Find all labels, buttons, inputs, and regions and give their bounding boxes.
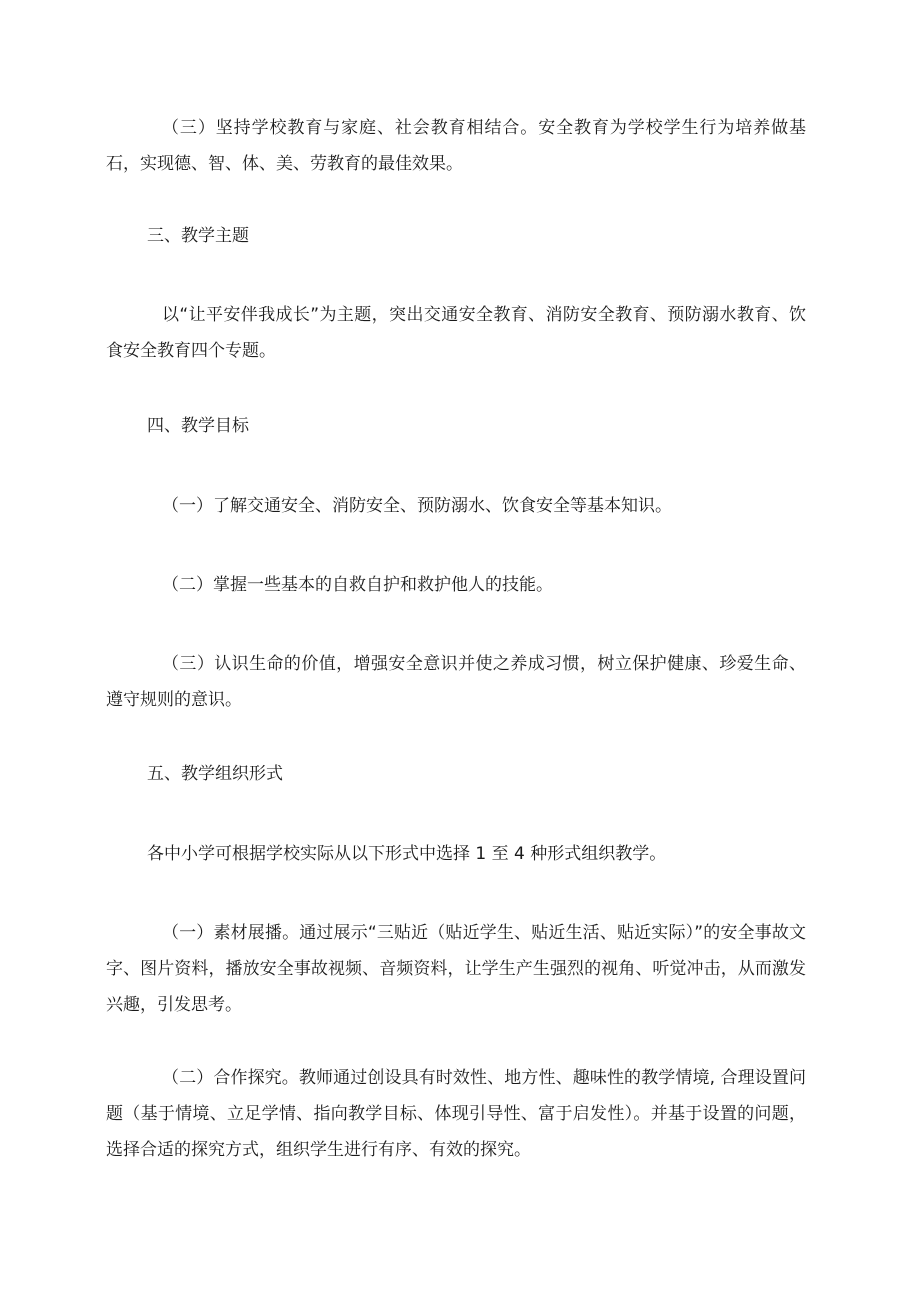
- paragraph-cooperative-inquiry: （二）合作探究。教师通过创设具有时效性、地方性、趣味性的教学情境, 合理设置问题（基于情境、立足学情、指向教学目标、体现引导性、富于启发性）。并基于设置的问题，选择合适的探究方式，组织学生进行有序、有效的探究。: [106, 1068, 806, 1160]
- paragraph-forms-intro: 各中小学可根据学校实际从以下形式中选择 1 至 4 种形式组织教学。: [147, 844, 667, 864]
- section-heading-teaching-forms: 五、教学组织形式: [147, 764, 283, 784]
- paragraph-theme-description: 以“让平安伴我成长”为主题，突出交通安全教育、消防安全教育、预防溺水教育、饮食安全教育四个专题。: [106, 305, 806, 361]
- section-heading-teaching-goals: 四、教学目标: [147, 416, 249, 436]
- paragraph-goal-skills: （二）掌握一些基本的自救自护和救护他人的技能。: [162, 575, 553, 595]
- section-heading-teaching-theme: 三、教学主题: [147, 226, 249, 246]
- paragraph-goal-knowledge: （一）了解交通安全、消防安全、预防溺水、饮食安全等基本知识。: [162, 496, 672, 516]
- paragraph-material-broadcast: （一）素材展播。通过展示“三贴近（贴近学生、贴近生活、贴近实际）”的安全事故文字、图片资料，播放安全事故视频、音频资料，让学生产生强烈的视角、听觉冲击，从而激发兴趣，引发思考。: [106, 923, 806, 1015]
- paragraph-school-family-society: （三）坚持学校教育与家庭、社会教育相结合。安全教育为学校学生行为培养做基石，实现德、智、体、美、劳教育的最佳效果。: [106, 118, 806, 174]
- paragraph-goal-awareness: （三）认识生命的价值，增强安全意识并使之养成习惯，树立保护健康、珍爱生命、遵守规则的意识。: [106, 654, 806, 710]
